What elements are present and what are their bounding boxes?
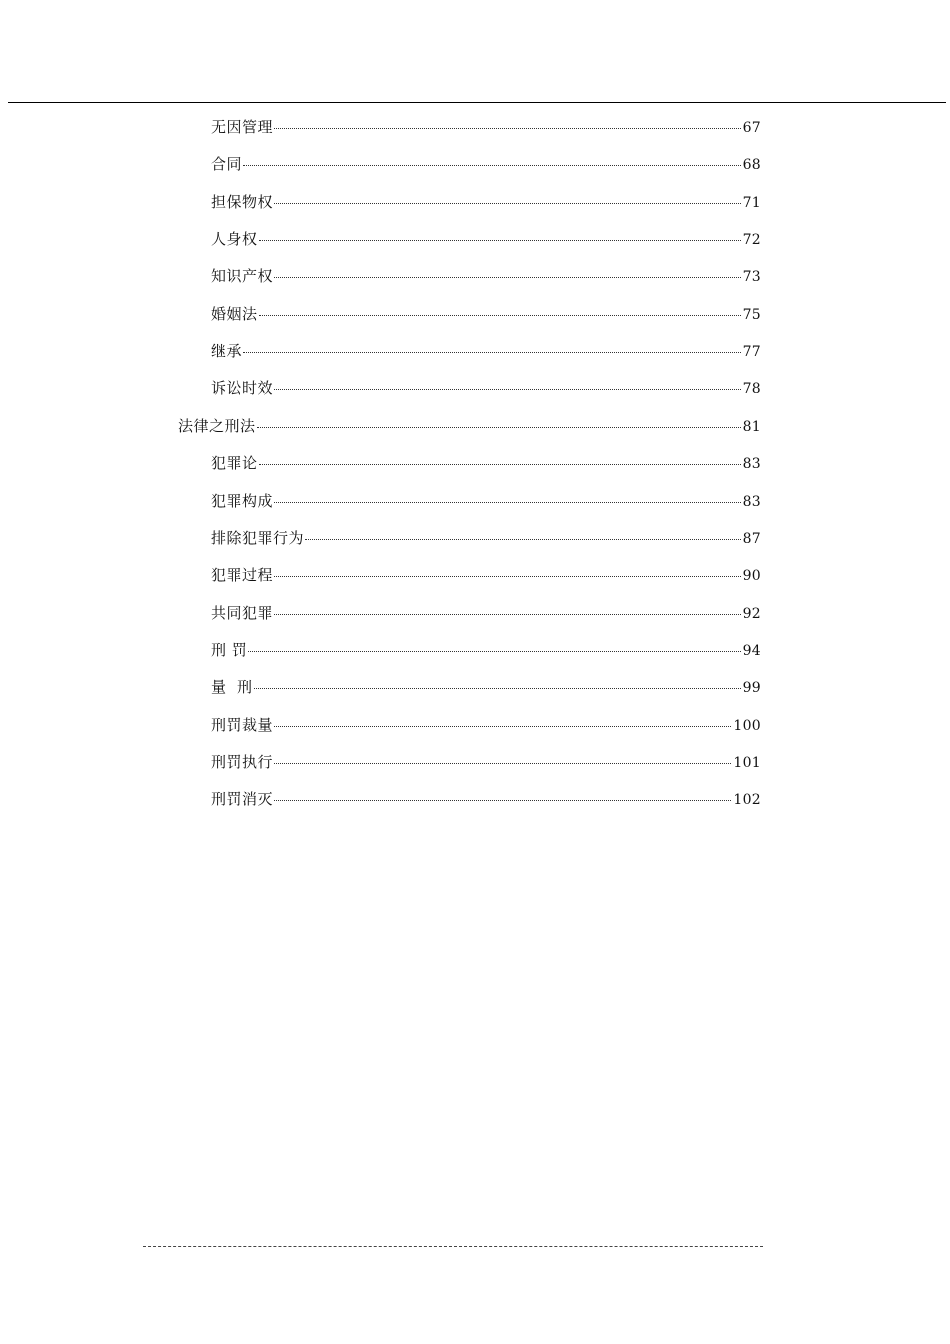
toc-entry-label: 犯罪过程 [211, 566, 274, 584]
toc-dot-leader [274, 614, 741, 615]
toc-entry[interactable] [211, 339, 761, 363]
toc-page-number: 102 [733, 792, 761, 808]
toc-entry-label: 刑罚裁量 [211, 716, 274, 734]
toc-entry-label: 犯罪论 [211, 454, 258, 472]
toc-entry[interactable] [211, 227, 761, 251]
toc-entry[interactable] [211, 190, 761, 214]
toc-page-number: 83 [742, 494, 761, 510]
toc-entry[interactable] [211, 451, 761, 475]
toc-entry-label: 共同犯罪 [211, 604, 274, 622]
toc-page-number: 101 [733, 755, 761, 771]
toc-entry-label: 担保物权 [211, 193, 274, 211]
toc-entry[interactable] [211, 713, 761, 737]
toc-dot-leader [259, 464, 741, 465]
toc-entry[interactable] [211, 376, 761, 400]
toc-page-number: 71 [742, 195, 761, 211]
toc-entry[interactable] [211, 526, 761, 550]
toc-dot-leader [274, 203, 741, 204]
toc-entry[interactable] [178, 414, 761, 438]
toc-dot-leader [248, 651, 740, 652]
toc-entry[interactable] [211, 601, 761, 625]
toc-page-number: 83 [742, 456, 761, 472]
toc-entry-label: 合同 [211, 155, 243, 173]
toc-page-number: 92 [742, 606, 761, 622]
toc-page-number: 87 [742, 531, 761, 547]
toc-dot-leader [274, 128, 741, 129]
toc-entry[interactable] [211, 675, 761, 699]
toc-dot-leader [274, 576, 741, 577]
toc-entry-label: 继承 [211, 342, 243, 360]
toc-entry-label: 无因管理 [211, 118, 274, 136]
toc-dot-leader [243, 352, 741, 353]
toc-entry-label: 婚姻法 [211, 305, 258, 323]
toc-dot-leader [259, 240, 741, 241]
toc-dot-leader [254, 688, 741, 689]
toc-entry-label: 量 刑 [211, 678, 253, 696]
toc-dot-leader [257, 427, 741, 428]
toc-entry[interactable] [211, 302, 761, 326]
toc-page-number: 78 [742, 381, 761, 397]
toc-entry[interactable] [211, 489, 761, 513]
toc-entry[interactable] [211, 152, 761, 176]
footer-dashed-rule [143, 1246, 763, 1247]
toc-entry[interactable] [211, 563, 761, 587]
toc-page-number: 99 [742, 680, 761, 696]
toc-dot-leader [274, 389, 741, 390]
toc-page-number: 67 [742, 120, 761, 136]
toc-page-number: 100 [733, 718, 761, 734]
toc-entry[interactable] [211, 115, 761, 139]
toc-dot-leader [274, 763, 731, 764]
toc-entry-label: 刑 罚 [211, 641, 248, 659]
toc-dot-leader [274, 726, 731, 727]
toc-page-number: 72 [742, 232, 761, 248]
toc-entry[interactable] [211, 787, 761, 811]
toc-dot-leader [274, 502, 741, 503]
toc-entry-label: 法律之刑法 [178, 417, 256, 435]
toc-page-number: 75 [742, 307, 761, 323]
toc-entry[interactable] [211, 750, 761, 774]
toc-entry-label: 犯罪构成 [211, 492, 274, 510]
toc-dot-leader [243, 165, 741, 166]
toc-entry-label: 人身权 [211, 230, 258, 248]
toc-dot-leader [305, 539, 741, 540]
toc-page-number: 68 [742, 157, 761, 173]
toc-entry-label: 排除犯罪行为 [211, 529, 305, 547]
toc-entry-label: 知识产权 [211, 267, 274, 285]
header-rule [8, 102, 946, 103]
toc-dot-leader [259, 315, 741, 316]
toc-entry-label: 刑罚消灭 [211, 790, 274, 808]
toc-dot-leader [274, 800, 731, 801]
toc-page-number: 73 [742, 269, 761, 285]
toc-page-number: 94 [742, 643, 761, 659]
toc-page-number: 90 [742, 568, 761, 584]
toc-entry-label: 诉讼时效 [211, 379, 274, 397]
toc-entry-label: 刑罚执行 [211, 753, 274, 771]
toc-dot-leader [274, 277, 741, 278]
toc-page-number: 77 [742, 344, 761, 360]
toc-page-number: 81 [742, 419, 761, 435]
toc-entry[interactable] [211, 264, 761, 288]
toc-entry[interactable] [211, 638, 761, 662]
